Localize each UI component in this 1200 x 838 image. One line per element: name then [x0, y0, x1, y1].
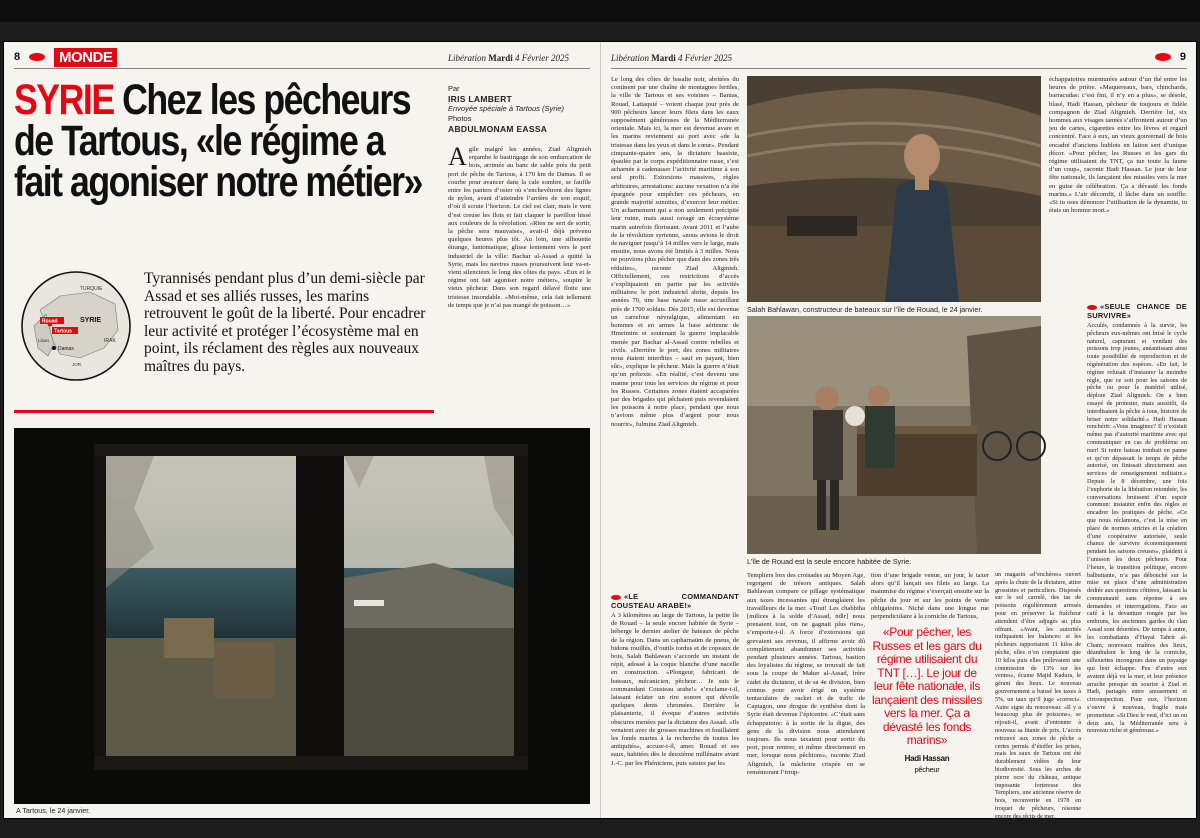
- subhead-cousteau: «LE COMMANDANT COUSTEAU ARABE!»: [611, 592, 739, 610]
- map-label-liban: Liban: [38, 338, 50, 343]
- article-column-c: tion d’une brigade venue, un jour, le taxer alors qu’il lançait ses filets au large. La mainmise du régime s’exerçait ensuite sur la pêche du jour et sur les points de vente obligatoires. Niché dans une longue rue perpendiculaire à la corniche de Tartous,: [871, 572, 989, 621]
- children-photo: [747, 316, 1041, 554]
- section-badge: MONDE: [54, 48, 117, 67]
- newspaper-spread: [4, 42, 1196, 818]
- pull-quote-author: Hadi Hassan: [904, 753, 950, 763]
- pull-quote-author-role: pêcheur: [914, 764, 940, 774]
- article-column-1: [448, 142, 591, 406]
- right-page: [600, 42, 1196, 818]
- map-label-jordanie: JOR.: [72, 362, 83, 367]
- map-label-rouad: Rouad: [42, 318, 58, 325]
- page-number-right: [1155, 51, 1186, 63]
- article-column-e: échappatoires murmurées autour d’un thé entre les heures de prière. «Maquereaux, bars, chinchards, barracudas: c’est fini, il n’y en a plus», se désole, blasé, Hadi Hassan, pêcheur de toujours et fidèle compagnon de Ziad Altgmieh. Derrière lui, six hommes aux visages tannés s’affrontent autour d’un jeu de cartes, cigarettes entre les lèvres et regard concentré. Face à eux, un vieux gouvernail de bois encadré d’anciens hublots en laiton sert d’unique décor. «Pour pêcher, les Russes et les gars du régime utilisaient du TNT, ça tue toute la faune d’un coup», raconte Hadi Hassan. Le jour de leur fête nationale, ils lançaient des missiles vers la mer en guise de célébration. Ça a dévasté les fonds marins.» L’air décomfit, il lâche dans un souffle: «Si tu oses dénoncer l’utilisation de la dynamite, tu étais un homme mort.»: [1049, 76, 1187, 215]
- caption-top: Salah Bahlawan, constructeur de bateaux sur l’île de Rouad, le 24 janvier.: [747, 305, 983, 314]
- standfirst: Tyrannisés pendant plus d’un demi-siècle par Assad et ses alliés russes, les marins retrouvent le goût de la liberté. Pour encadrer leur activité et protéger l’écosystème mal en point, ils réclament des règles aux nouveaux maîtres du pays.: [144, 270, 426, 375]
- pull-quote-text: «Pour pêcher, les Russes et les gars du régime utilisaient du TNT […]. Le jour de leur fête nationale, ils lançaient des missiles vers la mer. Ça a dévasté les fonds marins»: [871, 625, 983, 747]
- issue-date: 4 Février 2025: [678, 53, 733, 63]
- article-column-a: Le long des côtes de basalte noir, abritées du continent par une chaîne de montagnes fertiles, la ville de Tartous et ses voisines – Banias, Rouad, Lattaquié – voient chaque jour près de 900 pêcheurs lancer leurs filets dans les eaux supposément généreuses de la Méditerranée orientale. Mais ici, la mer est devenue avare et les marins reviennent au port avec «de la tristesse dans les yeux et dans le cœur». Pendant cinquante-quatre ans, la dictature baasiste, épaulée par le corps expéditionnaire russe, s’est acharnée à cadenasser l’activité maritime à son seul profit. Extorsions massives, règles arbitraires, arrestations: aucune vexation n’a été épargnée pour empêcher ces pêcheurs, en grande majorité sunnites, d’exercer leur métier. Un acharnement qui a non seulement précipité leur ruine, mais aussi ravagé un écosystème marin autrefois florissant. Avant 2011 et l’aube de la révolution syrienne, «nous avions le droit de naviguer jusqu’à 14 milles vers le large, mais ensuite, nous avons été limités à 3 milles. Nous ne pouvions plus pêcher que dans des zones très réduites», raconte Ziad Altgmieh. Officiellement, ces restrictions d’accès s’expliquaient en partie par les activités militaires: le port industriel abrite, depuis les années 70, une base navale russe accueillant près de 1700 soldats. Dès 2015, elle est devenue un carrefour névralgique, alimentant en hommes et en armes la base aérienne de Hmeimim et soutenant la guerre implacable menée par Bachar al-Assad contre rebelles et civils. «Derrière le port, des zones militaires nous étaient interdites – sauf en payant, bien sûr», explique le pêcheur. Mais la guerre n’était qu’un prétexte. «En réalité, c’est devenu une manne pour tous les services du régime et pour les Russes. Certaines zones étaient accaparées par des brigades qui pêchaient puis revendaient les poissons à notre place, pendant que nous n’avions même plus d’argent pour nous nourrir», fulmine Ziad Altgmieh.: [611, 76, 739, 428]
- window-sea-photo: [14, 428, 590, 804]
- issue-date: 4 Février 2025: [515, 53, 570, 63]
- issue-line-right: [611, 53, 732, 63]
- folio-number: 8: [14, 51, 21, 63]
- caption-bottom: L’île de Rouad est la seule encore habitée de Syrie.: [747, 557, 912, 566]
- byline-par: Par: [448, 84, 460, 93]
- arrow-mark-icon: [29, 53, 45, 61]
- top-bezel: [0, 0, 1200, 22]
- paper-name: Libération: [448, 53, 487, 63]
- column-text: Acculés, condamnés à la survie, les pêcheurs eux-mêmes ont brisé le cycle naturel, capturant et vendant des poissons trop jeunes, anéantissant ainsi toute possibilité de reproduction et de régénération des espèces. «En fait, le régime refusait d’instaurer la moindre règle, que ce soit pour les saisons de pêche ou pour le matériel utilisé, déplore Ziad Altgmieh. On a bien essayé de protester, mais aussitôt, ils interdisaient la pêche à tous, histoire de briser notre solidarité.» Hadi Hassan renchérit: «Vous imaginez? Il n’existait même pas d’autorité maritime avec qui communiquer en cas de problème en mer! Si notre bateau tombait en panne et qu’on dépassait le temps de pêche autorisé, on finissait directement aux services de renseignement militaire.» Depuis le 8 décembre, une fois l’euphorie de la libération retombée, les conversations bruissent d’un espoir commun: instaurer enfin des règles et encadrer les pratiques de pêche. «Ce que nous réclamons, c’est la mise en place de normes strictes et la création d’une coopérative autorisée, seule chance de survivre économiquement pendant les saisons creuses», plaident à l’unisson les deux pêcheurs. Pour l’heure, la transition politique, encore balbutiante, n’a pas débouché sur la mise en place d’une administration dédiée aux questions côtières, laissant la communauté sans réponse à ses demandes et interrogations. Face au café à la devanture rongée par les embruns, les anciennes gardes du clan Assad sont désertées. De temps à autre, les combattants d’Hayat Tahrir al-Cham, nouveaux maîtres des lieux, déambulent le long de la corniche, silhouettes incongrues dans un paysage qui leur échappe. Peu d’entre eux avaient déjà vu la mer, et leur présence arrache presque un sourire à Ziad et Hadi, partagés entre amusement et circonspection. Pour eux, l’horizon s’ouvre à nouveau, fragile mais prometteur. «Si Dieu le veut, d’ici un ou deux ans, la Méditerranée sera à nouveau riche et généreuse.»: [1087, 322, 1188, 735]
- locator-map: [20, 270, 132, 382]
- issue-day: Mardi: [488, 53, 513, 63]
- main-photo: [14, 428, 590, 804]
- header-rule: [14, 68, 590, 69]
- author-name: IRIS LAMBERT: [448, 94, 513, 104]
- article-column-d: un magasin «d’enchères» ouvert après la chute de la dictature, attire grossistes et particuliers. Disposés sur le sol carrelé, des tas de poissons régulièrement arrosés pour en préserver la fraîcheur attendent d’être adjugés au plus offrant. «Avant, les autorités trafiquaient les balances: si les pêcheurs rapportaient 11 kilos de pêche, elles n’en comptaient que 10 kilos puis elles prélevaient une commission de 13% sur les ventes», écume Majid Kadura, le gérant des lieux. Le nouveau gouvernement a baissé les taxes à 5%, un taux qu’il juge «correct». Autre signe du renouveau: «Il y a beaucoup plus de poissons», se réjouit-il, avant d’entonner à nouveau sa litanie de prix. L’accès retrouvé aux zones de pêche a certes permis d’étoffer les prises, mais les eaux de Tartous ont été durablement vidées de leur biodiversité. Sous les arches de pierre ocre du château, antique imposante forteresse des Templiers, une ancienne réserve de bois, reconvertie en 1978 en troquet de pêcheurs, résonne encore des récits de mer,: [995, 572, 1081, 820]
- issue-line: [448, 53, 569, 63]
- boat-builder-photo: [747, 76, 1041, 302]
- pull-quote: [871, 626, 983, 776]
- map-label-irak: IRAK: [104, 338, 116, 344]
- map-label-tartous: Tartous: [54, 328, 72, 335]
- subhead-survivre: «SEULE CHANCE DE SURVIVRE»: [1087, 302, 1187, 320]
- article-column-a-continued: [611, 588, 739, 810]
- byline: [448, 84, 588, 134]
- paper-name: Libération: [611, 53, 650, 63]
- rouad-workshop-photo: [747, 316, 1041, 554]
- map-label-syria: SYRIE: [80, 317, 102, 324]
- accent-rule: [14, 410, 434, 413]
- column-text: A 3 kilomètres au large de Tartous, la petite île de Rouad – la seule encore habitée de Syrie – héberge le dernier atelier de bateaux de pêche de la région. Dans un capharnaüm de pneus, de bidons rouillés, d’outils tordus et de copeaux de bois, Salah Bahlawan s’accorde un instant de répit, adossé à la coque blanche d’une nacelle en construction. «Plongeur, fabricant de bateaux, mécanicien, pêcheur… Je suis le commandant Cousteau arabe!» s’exclame-t-il, laissant éclater un rire sonore qui dévoile quelques dents chromées. Derrière la plaisanterie, il évoque d’autres activités obscures menées par la dictature des Assad. «Ils venaient avec de grosses machines et fouillaient les fonds marins à la recherche de toutes les antiquités», accuse-t-il, amer. Rouad et ses eaux, habitées dès le deuxième millénaire avant J.-C. par les Phéniciens, puis saisies par les: [611, 612, 739, 767]
- author-role: Envoyée spéciale à Tartous (Syrie): [448, 104, 565, 113]
- column-text: gile malgré les années, Ziad Altgmieh enjambe le bastingage de son embarcation de bois, arrimée au banc de sable près du petit port de pêche de Tartous, à 170 km de Damas. Il se courbe pour avancer dans la cale sombre, se faufile entre les paniers d’osier où s’enchevêtrent des lignes de nylon, avant d’atteindre l’arrière de son esquif, d’où il scrute l’horizon. Le ciel est clair, mais le vent d’est creuse les flots et fait claquer le pavillon hissé aux couleurs de la révolution. «Rien ne sert de sortir, la pêche sera mauvaise», avait-il déjà prévenu quelques heures plus tôt. Au loin, une silhouette étrange, fantomatique, glisse lentement vers le port industriel de la ville: Bachar al-Assad a quitté la Syrie, mais les navires russes poursuivent leur va-et-vient silencieux le long des côtes du pays. «Eux et le régime ont fait agoniser notre métier», soupire le vieux pêcheur. Dans son regard délavé flotte une tristesse insondable. «Moi-même, cela fait tellement de temps que je n’ai pas mangé de poisson…»: [448, 146, 591, 309]
- arrow-mark-icon: [1155, 53, 1171, 61]
- header-rule: [611, 68, 1187, 69]
- photos-label: Photos: [448, 114, 472, 123]
- portrait-photo: [747, 76, 1041, 302]
- photo-caption: A Tartous, le 24 janvier.: [16, 806, 91, 815]
- page-number-left: [14, 51, 45, 63]
- photographer-name: ABDULMONAM EASSA: [448, 124, 548, 134]
- issue-day: Mardi: [651, 53, 676, 63]
- folio-number: 9: [1179, 51, 1186, 63]
- headline: [14, 76, 437, 206]
- map-label-turkey: TURQUIE: [80, 286, 103, 292]
- left-page: [4, 42, 600, 818]
- headline-text: Chez les pêcheurs de Tartous, «le régime a fait agoniser notre métier»: [14, 76, 422, 206]
- dropcap: A: [448, 142, 467, 171]
- map-label-damas: Damas: [58, 346, 74, 352]
- article-column-e-continued: [1087, 298, 1187, 810]
- kicker: SYRIE: [14, 76, 114, 124]
- article-column-b: Templiers lors des croisades au Moyen Age, regorgent de trésors antiques. Salah Bahlawan compare ce pillage systématique aux taxes incessantes qui étranglaient les travailleurs de la mer. «Tout! Les chabbiha [milices à la solde d’Assad, ndlr] nous prenaient tout, on ne gagnait plus rien», s’emporte-t-il. A force d’extorsions qui grevaient ses revenus, il affirme avoir dû complètement abandonner ses activités pendant plusieurs années. Tartous, bastion des loyalistes du régime, se trouvait de fait sous la coupe de Maher al-Assad, frère cadet du dictateur, et de sa 4e division, bien connus pour avoir érigé un système tentaculaire de racket et de trafic de Captagon, une drogue de synthèse dont la Syrie était devenue l’épicentre. «C’était sans échappatoire: à la sortie de la digue, des gens de la division nous attendaient toujours. Ils nous taxaient pour sortir du port, pour rentrer, et même directement en mer, lorsque nous pêchions», raconte Ziad Altgmieh, la mâchoire crispée en se remémorant l’irrup-: [747, 572, 865, 776]
